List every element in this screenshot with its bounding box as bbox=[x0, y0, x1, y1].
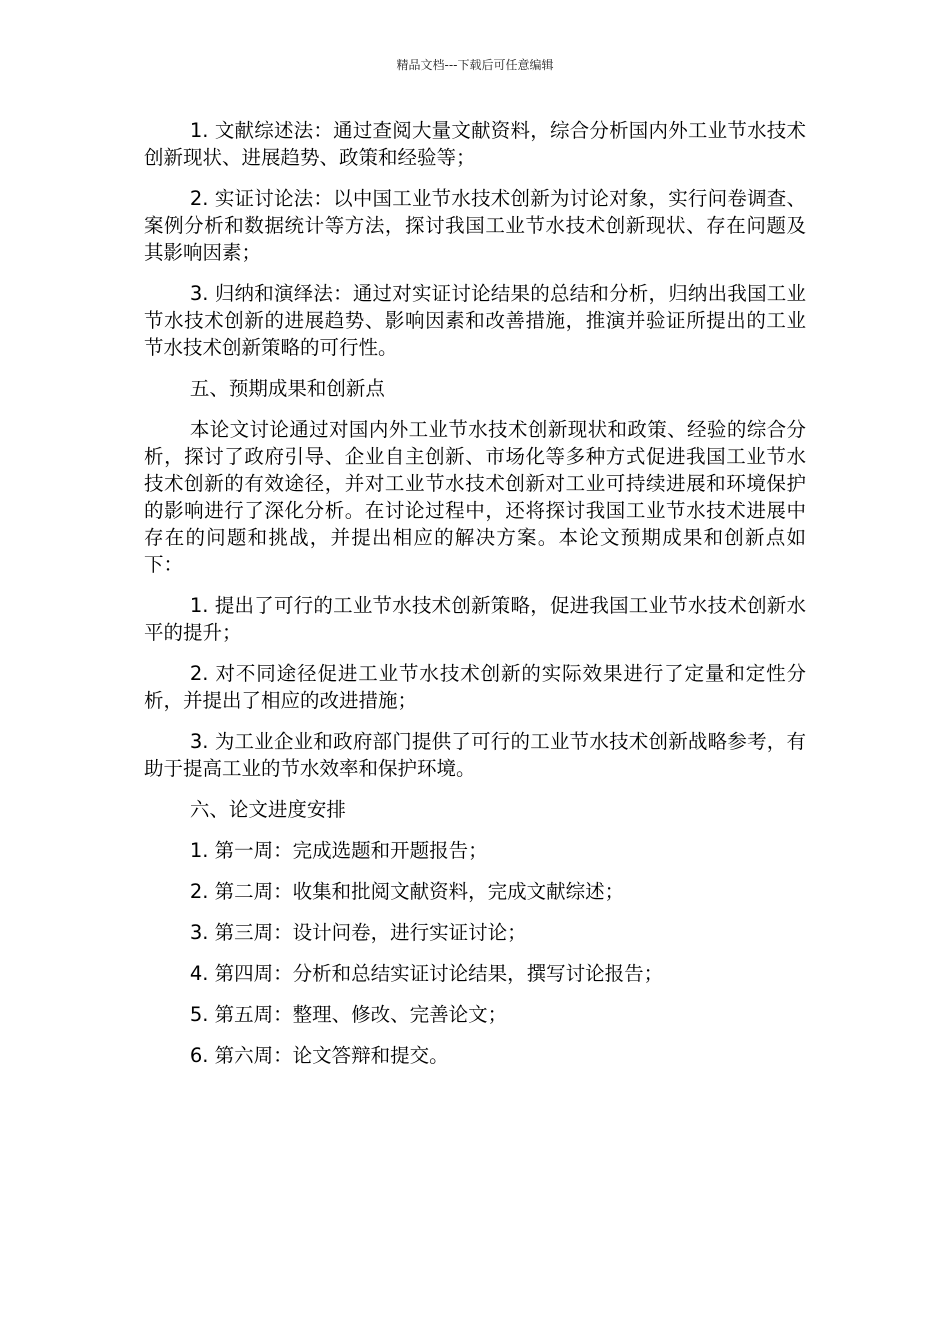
schedule-week-4: 4. 第四周：分析和总结实证讨论结果，撰写讨论报告； bbox=[189, 962, 664, 985]
method-induction-deduction: 3. 归纳和演绎法：通过对实证讨论结果的总结和分析，归纳出我国工业节水技术创新的进展趋势、影响因素和改善措施，推演并验证所提出的工业节水技术创新策略的可行性。 bbox=[144, 282, 806, 359]
result-item-1: 1. 提出了可行的工业节水技术创新策略，促进我国工业节水技术创新水平的提升； bbox=[144, 594, 806, 644]
schedule-week-1: 1. 第一周：完成选题和开题报告； bbox=[189, 839, 488, 862]
page-header: 精品文档---下载后可任意编辑 bbox=[396, 58, 554, 72]
method-literature-review: 1. 文献综述法：通过查阅大量文献资料，综合分析国内外工业节水技术创新现状、进展趋势、政策和经验等； bbox=[144, 119, 806, 169]
expected-results-summary: 本论文讨论通过对国内外工业节水技术创新现状和政策、经验的综合分析，探讨了政府引导、企业自主创新、市场化等多种方式促进我国工业节水技术创新的有效途径，并对工业节水技术创新对工业可持续进展和环境保护的影响进行了深化分析。在讨论过程中，还将探讨我国工业节水技术进展中存在的问题和挑战，并提出相应的解决方案。本论文预期成果和创新点如下： bbox=[144, 418, 806, 576]
section-heading-schedule: 六、论文进度安排 bbox=[189, 798, 346, 821]
result-item-2: 2. 对不同途径促进工业节水技术创新的实际效果进行了定量和定性分析，并提出了相应的改进措施； bbox=[144, 662, 806, 712]
method-empirical-study: 2. 实证讨论法：以中国工业节水技术创新为讨论对象，实行问卷调查、案例分析和数据统计等方法，探讨我国工业节水技术创新现状、存在问题及其影响因素； bbox=[144, 187, 806, 264]
result-item-3: 3. 为工业企业和政府部门提供了可行的工业节水技术创新战略参考，有助于提高工业的节水效率和保护环境。 bbox=[144, 730, 806, 780]
schedule-week-3: 3. 第三周：设计问卷，进行实证讨论； bbox=[189, 921, 527, 944]
schedule-week-6: 6. 第六周：论文答辩和提交。 bbox=[189, 1044, 449, 1067]
schedule-week-5: 5. 第五周：整理、修改、完善论文； bbox=[189, 1003, 508, 1026]
document-body bbox=[144, 117, 806, 1083]
section-heading-expected-results: 五、预期成果和创新点 bbox=[189, 377, 385, 400]
schedule-week-2: 2. 第二周：收集和批阅文献资料，完成文献综述； bbox=[189, 880, 625, 903]
